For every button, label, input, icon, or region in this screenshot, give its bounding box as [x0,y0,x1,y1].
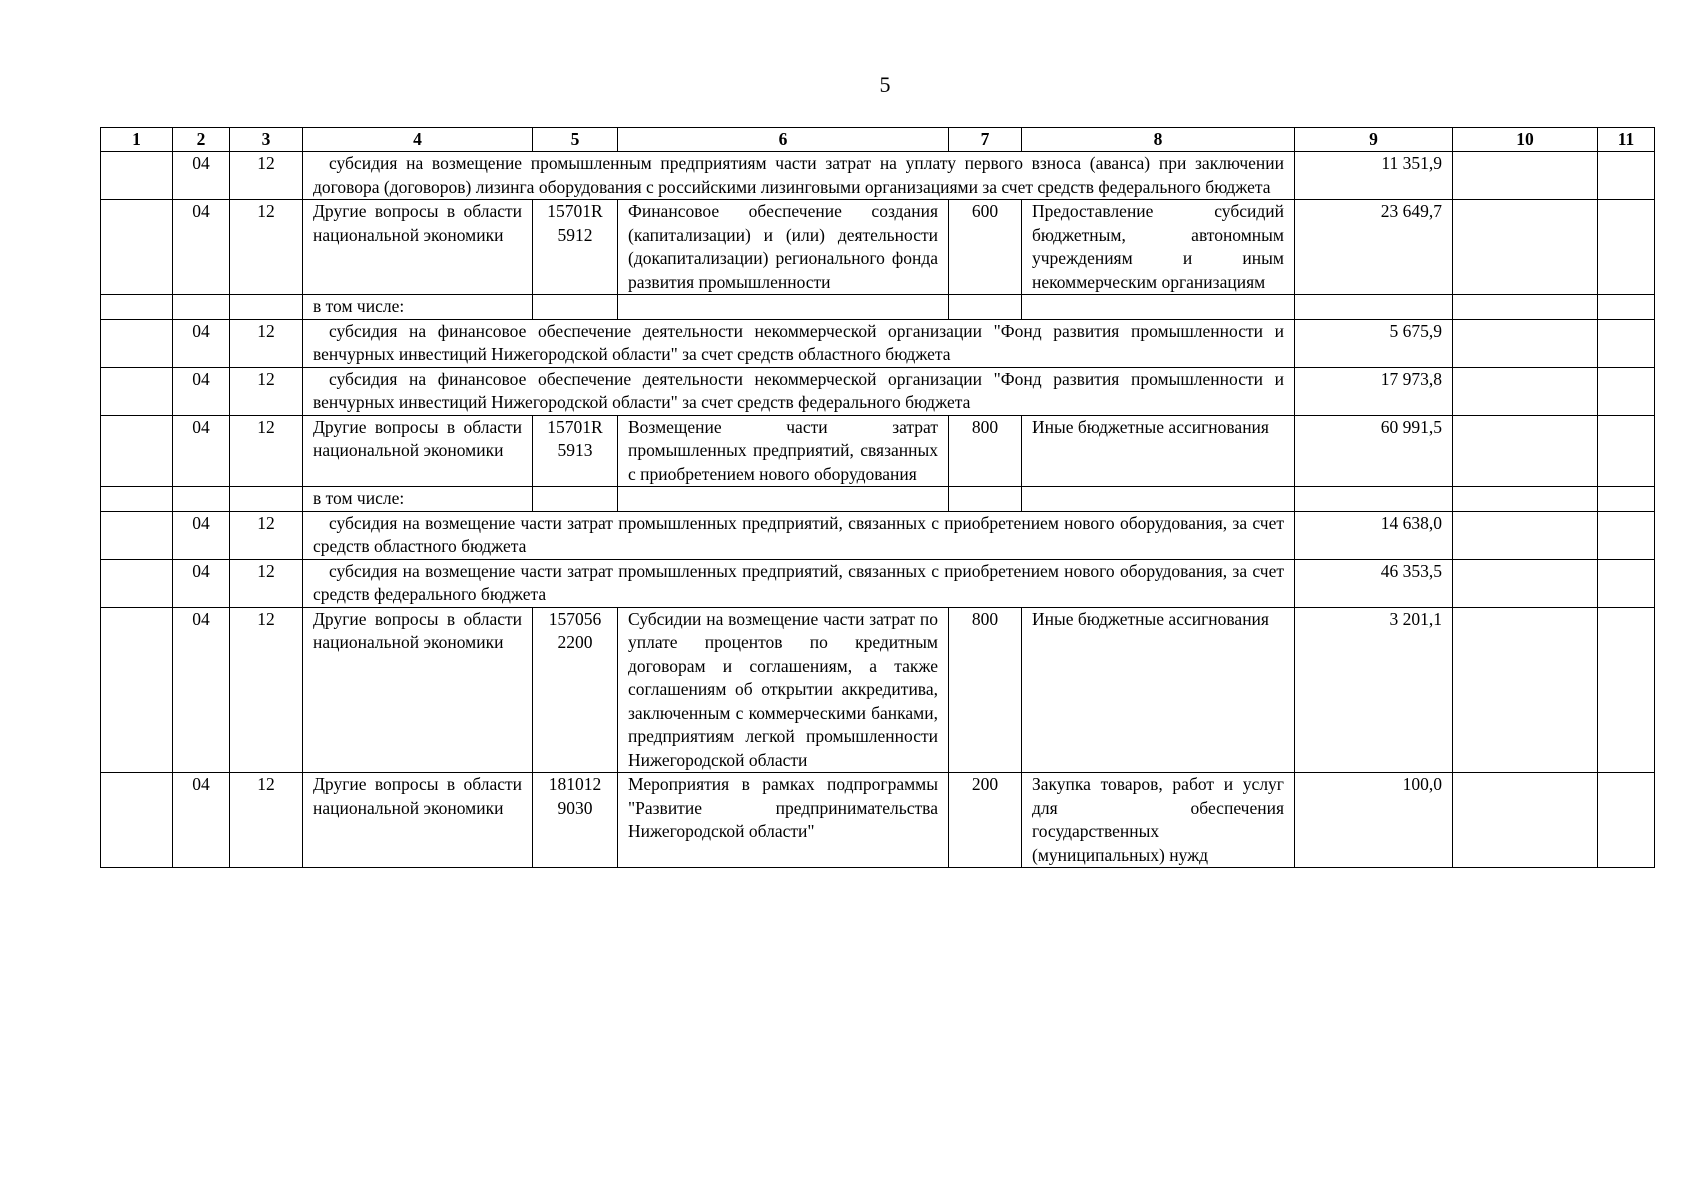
subsection-code-cell: 12 [230,200,303,295]
section-code-cell: 04 [173,607,230,773]
target-article-cell [533,773,618,868]
column-header: 8 [1022,128,1295,152]
empty-cell [1598,367,1655,415]
empty-cell [101,607,173,773]
column-header: 5 [533,128,618,152]
amount-cell: 14 638,0 [1295,511,1453,559]
amount-cell: 17 973,8 [1295,367,1453,415]
section-name-cell: Другие вопросы в области национальной экономики [303,773,533,868]
section-name-cell: Другие вопросы в области национальной экономики [303,607,533,773]
table-row [101,295,1655,320]
note-cell: в том числе: [303,295,533,320]
table-row [101,559,1655,607]
subsection-code-cell: 12 [230,559,303,607]
amount-cell: 60 991,5 [1295,415,1453,487]
section-code-cell: 04 [173,367,230,415]
column-header: 3 [230,128,303,152]
table-row [101,773,1655,868]
expense-type-code-cell: 600 [949,200,1022,295]
column-header: 7 [949,128,1022,152]
description-text: субсидия на возмещение части затрат промышленных предприятий, связанных с приобретением нового оборудования, за счет средств федерального бюджета [313,560,1284,604]
empty-cell [533,295,618,320]
target-article-cell [533,607,618,773]
empty-cell [101,200,173,295]
description-text: субсидия на возмещение промышленным предприятиям части затрат на уплату первого взноса (аванса) при заключении договора (договоров) лизинга оборудования с российскими лизинговыми организациями за счет средств федерального бюджета [313,153,1284,197]
empty-cell [1022,487,1295,512]
subsection-code-cell: 12 [230,415,303,487]
target-article-part: 5913 [557,440,593,460]
empty-cell [1453,607,1598,773]
amount-cell: 100,0 [1295,773,1453,868]
table-row [101,511,1655,559]
section-code-cell: 04 [173,200,230,295]
expense-name-cell: Мероприятия в рамках подпрограммы "Развитие предпринимательства Нижегородской области" [618,773,949,868]
description-text: субсидия на возмещение части затрат промышленных предприятий, связанных с приобретением нового оборудования, за счет средств областного бюджета [313,512,1284,556]
description-cell [303,152,1295,200]
column-header: 4 [303,128,533,152]
expense-name-cell: Финансовое обеспечение создания (капитализации) и (или) деятельности (докапитализации) регионального фонда развития промышленности [618,200,949,295]
subsection-code-cell: 12 [230,773,303,868]
empty-cell [949,295,1022,320]
empty-cell [1295,295,1453,320]
header-row [101,128,1655,152]
target-article-part: 5912 [557,224,593,245]
subsection-code-cell: 12 [230,319,303,367]
description-text: субсидия на финансовое обеспечение деятельности некоммерческой организации "Фонд развития промышленности и венчурных инвестиций Нижегородской области" за счет средств федерального бюджета [313,368,1284,412]
target-article-part: 15701R [547,201,603,221]
section-code-cell: 04 [173,559,230,607]
column-header: 2 [173,128,230,152]
target-article-part: 9030 [557,797,593,818]
page-number: 5 [879,72,891,97]
empty-cell [101,319,173,367]
table-row [101,200,1655,295]
description-cell [303,559,1295,607]
table-row [101,415,1655,487]
target-article-cell [533,200,618,295]
section-code-cell: 04 [173,415,230,487]
expense-type-name-cell: Иные бюджетные ассигнования [1022,607,1295,773]
section-code-cell: 04 [173,152,230,200]
empty-cell [230,487,303,512]
empty-cell [1598,319,1655,367]
expense-type-code-cell: 800 [949,607,1022,773]
column-header: 6 [618,128,949,152]
column-header: 1 [101,128,173,152]
amount-cell: 11 351,9 [1295,152,1453,200]
target-article-part: 181012 [548,774,602,794]
empty-cell [1453,415,1598,487]
section-name-cell: Другие вопросы в области национальной экономики [303,415,533,487]
amount-cell: 23 649,7 [1295,200,1453,295]
empty-cell [533,487,618,512]
empty-cell [1598,487,1655,512]
column-header: 10 [1453,128,1598,152]
expense-type-name-cell: Предоставление субсидий бюджетным, автономным учреждениям и иным некоммерческим организациям [1022,200,1295,295]
empty-cell [618,295,949,320]
empty-cell [1453,487,1598,512]
empty-cell [101,559,173,607]
target-article-part: 2200 [557,632,593,652]
description-cell [303,367,1295,415]
empty-cell [1598,415,1655,487]
subsection-code-cell: 12 [230,607,303,773]
amount-cell: 5 675,9 [1295,319,1453,367]
section-code-cell: 04 [173,319,230,367]
description-cell [303,319,1295,367]
subsection-code-cell: 12 [230,152,303,200]
empty-cell [1598,607,1655,773]
empty-cell [1453,773,1598,868]
empty-cell [101,367,173,415]
table-body [101,152,1655,868]
column-header: 9 [1295,128,1453,152]
expense-type-code-cell: 200 [949,773,1022,868]
target-article-part: 157056 [548,608,602,629]
table-row [101,487,1655,512]
expense-name-cell: Субсидии на возмещение части затрат по уплате процентов по кредитным договорам и соглашениям, а также соглашениям об открытии аккредитива, заключенным с коммерческими банками, предприятиям легкой промышленности Нижегородской области [618,607,949,773]
expense-type-code-cell: 800 [949,415,1022,487]
section-code-cell: 04 [173,773,230,868]
empty-cell [101,415,173,487]
description-text: субсидия на финансовое обеспечение деятельности некоммерческой организации "Фонд развития промышленности и венчурных инвестиций Нижегородской области" за счет средств областного бюджета [313,320,1284,364]
table-row [101,319,1655,367]
column-header: 11 [1598,128,1655,152]
empty-cell [1598,511,1655,559]
note-cell: в том числе: [303,487,533,512]
subsection-code-cell: 12 [230,511,303,559]
empty-cell [101,152,173,200]
empty-cell [949,487,1022,512]
target-article-cell [533,415,618,487]
empty-cell [1453,511,1598,559]
amount-cell: 3 201,1 [1295,607,1453,773]
expense-name-cell: Возмещение части затрат промышленных предприятий, связанных с приобретением нового оборудования [618,415,949,487]
table-row [101,152,1655,200]
empty-cell [1453,559,1598,607]
empty-cell [1453,319,1598,367]
table-row [101,367,1655,415]
empty-cell [101,773,173,868]
empty-cell [101,295,173,320]
empty-cell [1598,152,1655,200]
empty-cell [1295,487,1453,512]
empty-cell [1598,200,1655,295]
empty-cell [1453,367,1598,415]
budget-table [100,127,1655,868]
expense-type-name-cell: Иные бюджетные ассигнования [1022,415,1295,487]
empty-cell [618,487,949,512]
subsection-code-cell: 12 [230,367,303,415]
empty-cell [1453,152,1598,200]
empty-cell [1598,559,1655,607]
section-code-cell: 04 [173,511,230,559]
empty-cell [1598,295,1655,320]
amount-cell: 46 353,5 [1295,559,1453,607]
empty-cell [1022,295,1295,320]
empty-cell [173,295,230,320]
table-row [101,607,1655,773]
empty-cell [101,511,173,559]
empty-cell [230,295,303,320]
description-cell [303,511,1295,559]
empty-cell [101,487,173,512]
target-article-part: 15701R [547,416,603,437]
section-name-cell: Другие вопросы в области национальной экономики [303,200,533,295]
empty-cell [1453,200,1598,295]
expense-type-name-cell: Закупка товаров, работ и услуг для обеспечения государственных (муниципальных) нужд [1022,773,1295,868]
empty-cell [173,487,230,512]
empty-cell [1453,295,1598,320]
empty-cell [1598,773,1655,868]
